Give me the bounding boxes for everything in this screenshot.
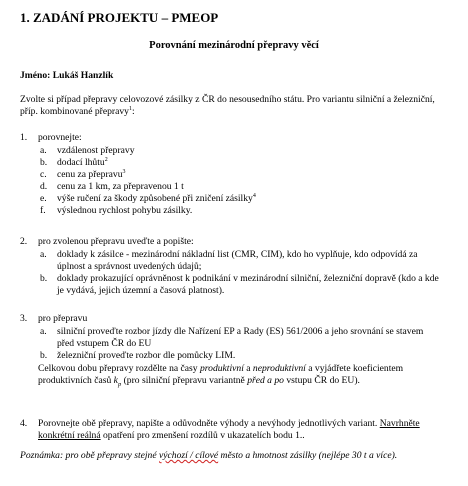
item-3-paragraph [38, 363, 443, 391]
item-number: 4. [20, 418, 28, 429]
sub-letter: d. [40, 181, 48, 192]
para-text: Celkovou dobu přepravy rozdělte na časy [38, 363, 200, 374]
item-number: 2. [20, 236, 28, 247]
sub-letter: b. [40, 273, 48, 284]
item-text-underlined: Navrhněte konkrétní reálná [38, 418, 420, 441]
para-text: vstupu ČR do EU). [283, 375, 360, 386]
author-name: Jméno: Lukáš Hanzlík [20, 70, 114, 81]
intro-suffix: : [131, 106, 135, 117]
sub-text-value: cenu za přepravu [57, 169, 123, 180]
sub-text-value: výše ručení za škody způsobené při zničení zásilky [57, 193, 253, 204]
sub-letter: e. [40, 193, 47, 204]
para-text: (pro silniční přepravu variantně [121, 375, 248, 386]
footnote-ref: 2 [104, 156, 108, 163]
intro-paragraph [20, 94, 450, 118]
item-number: 3. [20, 313, 28, 324]
sub-text-value: výslednou rychlost pohybu zásilky. [57, 205, 193, 216]
sub-text-value: dodací lhůtu [57, 157, 105, 168]
sub-text: silniční proveďte rozbor jízdy dle Nařízení EP a Rady (ES) 561/2006 a jeho srovnání se stavem před vstupem ČR do EU [57, 326, 424, 349]
item-1-sublist [40, 145, 440, 217]
list-item [40, 273, 440, 297]
list-item [40, 249, 440, 273]
list-item [40, 205, 440, 217]
item-2-sublist [40, 249, 440, 297]
intro-text: Zvolte si případ přepravy celovozové zásilky z ČR do nesousedního státu. Pro variantu silniční a železniční, příp. kombinované přepravy [20, 94, 435, 117]
document-subtitle: Porovnání mezinárodní přepravy věcí [149, 40, 319, 51]
note-paragraph [20, 450, 450, 462]
list-item [40, 326, 440, 350]
item-title: pro zvolenou přepravu uveďte a popište: [38, 236, 194, 247]
para-text: a [243, 363, 253, 374]
sub-letter: a. [40, 326, 47, 337]
para-text: a vyjádřete koeficientem produktivních časů [38, 363, 404, 386]
sub-text-value: vzdálenost přepravy [57, 145, 135, 156]
footnote-ref: 3 [122, 168, 126, 175]
sub-letter: c. [40, 169, 47, 180]
item-title: porovnejte: [38, 132, 82, 143]
sub-letter: f. [40, 205, 46, 216]
sub-text [57, 193, 440, 205]
item-text-part: Porovnejte obě přepravy, napište a odůvodněte výhody a nevýhody jednotlivých variant. [38, 418, 380, 429]
sub-text [57, 145, 440, 157]
coefficient-symbol: k [113, 375, 118, 386]
list-item [40, 169, 440, 181]
sub-letter: a. [40, 249, 47, 260]
sub-letter: b. [40, 157, 48, 168]
item-text-part: opatření pro zmenšení rozdílů v ukazatelích bodu 1.. [100, 430, 305, 441]
sub-text: doklady k zásilce - mezinárodní nákladní list (CMR, CIM), kdo ho vyplňuje, kdo odpovídá za úplnost a správnost uvedených údajů; [57, 249, 418, 272]
item-number: 1. [20, 132, 28, 143]
footnote-ref: 4 [252, 192, 256, 199]
list-item [40, 193, 440, 205]
note-spellcheck-text: výchozí / cílové [159, 450, 219, 461]
sub-text: železniční proveďte rozbor dle pomůcky LIM. [57, 350, 236, 361]
item-text [38, 418, 450, 442]
sub-text [57, 205, 440, 217]
item-title: pro přepravu [38, 313, 88, 324]
list-item [40, 350, 440, 362]
footnote-ref: 1 [128, 105, 132, 112]
sub-text [57, 181, 440, 193]
project-heading: 1. ZADÁNÍ PROJEKTU – PMEOP [20, 10, 219, 25]
sub-letter: a. [40, 145, 47, 156]
list-item [40, 145, 440, 157]
para-emphasis: produktivní [199, 363, 244, 374]
sub-text [57, 157, 440, 169]
sub-text: doklady prokazující oprávněnost k podnikání v mezinárodní silniční, železniční dopravě (kdo a kde je vydává, jejich územní a časová platnost). [57, 273, 439, 296]
list-item [40, 157, 440, 169]
sub-text [57, 169, 440, 181]
item-3-sublist [40, 326, 440, 362]
note-text: Poznámka: pro obě přepravy stejné [20, 450, 159, 461]
note-text: město a hmotnost zásilky (nejlépe 30 t a více). [218, 450, 398, 461]
sub-text-value: cenu za 1 km, za přepravenou 1 t [57, 181, 184, 192]
para-emphasis: neproduktivní [252, 363, 306, 374]
coefficient-subscript: p [117, 380, 122, 388]
para-emphasis: před a po [247, 375, 284, 386]
list-item [40, 181, 440, 193]
sub-letter: b. [40, 350, 48, 361]
